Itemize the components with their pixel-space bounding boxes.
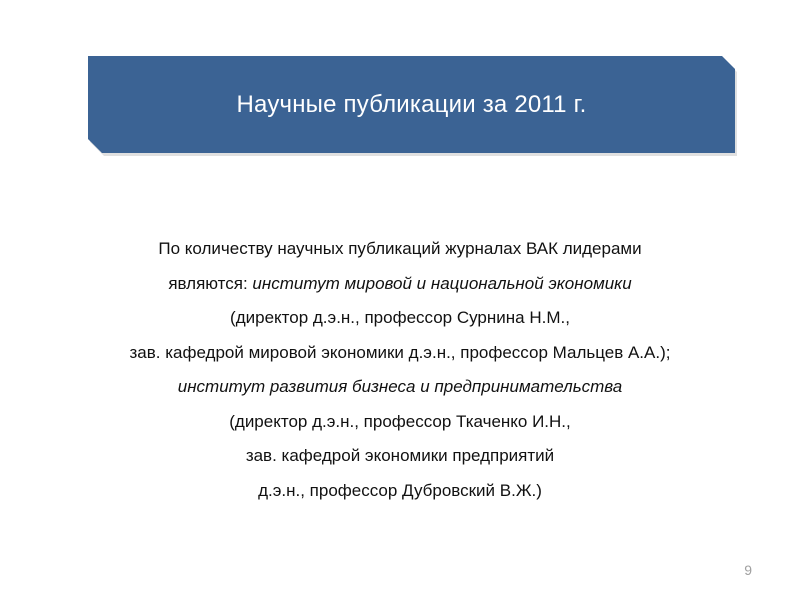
institute-business-development: институт развития бизнеса и предпринимательства [177,377,623,396]
slide-title: Научные публикации за 2011 г. [236,90,587,118]
body-line-7: зав. кафедрой экономики предприятий [245,446,555,465]
body-line-6: (директор д.э.н., профессор Ткаченко И.Н., [229,411,571,431]
body-line-5 [20,370,780,405]
body-line-1: По количеству научных публикаций журналах ВАК лидерами [158,239,642,258]
body-line-3: (директор д.э.н., профессор Сурнина Н.М., [230,308,570,327]
body-line-2-prefix: являются: [168,273,253,293]
page-number: 9 [744,562,752,578]
body-line-2 [20,267,780,302]
institute-world-national-economy: институт мировой и национальной экономики [252,273,632,293]
slide-body [20,232,780,508]
body-line-8: д.э.н., профессор Дубровский В.Ж.) [258,480,542,500]
body-line-4: зав. кафедрой мировой экономики д.э.н., профессор Мальцев А.А.); [129,342,671,362]
